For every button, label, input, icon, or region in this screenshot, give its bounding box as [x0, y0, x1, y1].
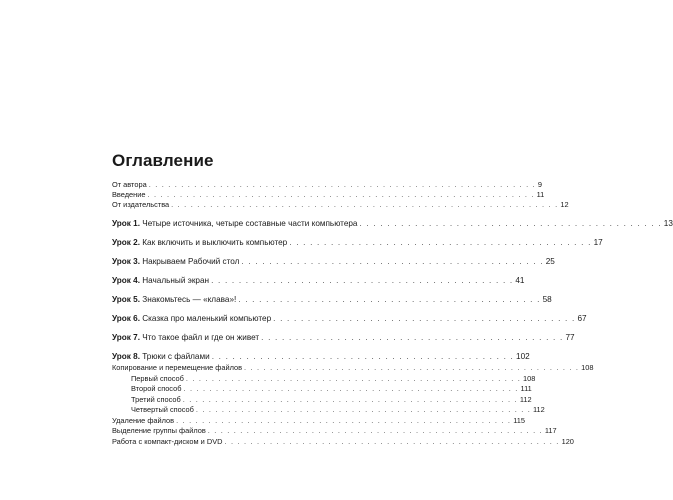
- lesson-number: Урок 7.: [112, 333, 140, 342]
- leader-dots: . . . . . . . . . . . . . . . . . . . . . . . . . . . . . . . . . . . . . . . . . . . . . . . . . . . . . . . . . . . .: [147, 190, 535, 199]
- toc-lesson-entry: [112, 276, 525, 286]
- toc-entry-text: От издательства: [112, 200, 170, 209]
- toc-entry-text: [112, 352, 210, 362]
- toc-entry-text: Третий способ: [131, 394, 181, 404]
- toc-page-number: 115: [513, 415, 525, 425]
- lesson-number: Урок 1.: [112, 219, 140, 228]
- lesson-title: Сказка про маленький компьютер: [139, 314, 272, 323]
- leader-dots: . . . . . . . . . . . . . . . . . . . . . . . . . . . . . . . . . . . . . . . . . . . .: [273, 314, 576, 323]
- lesson-number: Урок 5.: [112, 295, 140, 304]
- toc-entry: [112, 436, 574, 447]
- toc-entry-text: Второй способ: [131, 384, 182, 393]
- toc-entry-text: Первый способ: [131, 373, 184, 383]
- lesson-title: Знакомьтесь — «клава»!: [139, 295, 237, 304]
- toc-entry: [112, 200, 569, 210]
- lesson-number: Урок 6.: [112, 314, 140, 323]
- toc-entry-text: [112, 333, 259, 343]
- lesson-number: Урок 4.: [112, 276, 140, 285]
- leader-dots: . . . . . . . . . . . . . . . . . . . . . . . . . . . . . . . . . . . . . . . . . . . . . . . . . . . .: [207, 426, 543, 435]
- toc-entry-text: [112, 295, 236, 305]
- toc-lesson-entry: [112, 295, 552, 305]
- leader-dots: . . . . . . . . . . . . . . . . . . . . . . . . . . . . . . . . . . . . . . . . . . . .: [289, 238, 592, 247]
- toc-page-number: 25: [545, 257, 555, 266]
- toc-entry-text: [112, 314, 271, 324]
- toc-entry: [112, 363, 594, 373]
- toc-entry-text: От автора: [112, 180, 147, 189]
- leader-dots: . . . . . . . . . . . . . . . . . . . . . . . . . . . . . . . . . . . . . . . . . . . . . . . . . . . .: [244, 363, 580, 372]
- toc-lesson-entry: [112, 352, 530, 362]
- toc-entry-text: [112, 276, 209, 286]
- toc-lesson-entry: [112, 257, 555, 267]
- leader-dots: . . . . . . . . . . . . . . . . . . . . . . . . . . . . . . . . . . . . . . . . . . . .: [211, 352, 515, 361]
- lesson-title: Четыре источника, четыре составные части компьютера: [139, 219, 358, 228]
- toc-entry: [112, 180, 542, 190]
- lesson-title: Начальный экран: [139, 276, 210, 285]
- toc-entry-text: Копирование и перемещение файлов: [112, 363, 243, 372]
- leader-dots: . . . . . . . . . . . . . . . . . . . . . . . . . . . . . . . . . . . . . . . . . . . . . . . . . . . .: [183, 384, 519, 393]
- toc-page-number: 58: [542, 295, 552, 304]
- toc-subentry: [112, 373, 536, 384]
- toc-page-number: 112: [533, 405, 545, 414]
- toc-page-number: 120: [561, 436, 574, 446]
- lesson-number: Урок 3.: [112, 257, 140, 266]
- toc-page-number: 9: [537, 180, 542, 189]
- toc-entry: [112, 426, 557, 436]
- toc-page-number: 41: [515, 276, 525, 285]
- toc-page-number: 102: [516, 352, 530, 361]
- lesson-number: Урок 8.: [112, 352, 140, 361]
- toc-lesson-entry: [112, 314, 587, 324]
- leader-dots: . . . . . . . . . . . . . . . . . . . . . . . . . . . . . . . . . . . . . . . . . . . . . . . . . . . . . . . . . . . .: [171, 200, 559, 209]
- toc-subentry: [112, 405, 545, 415]
- toc-entry-text: Введение: [112, 190, 146, 199]
- leader-dots: . . . . . . . . . . . . . . . . . . . . . . . . . . . . . . . . . . . . . . . . . . . .: [238, 295, 541, 304]
- toc-page-number: 111: [520, 384, 532, 393]
- lesson-title: Накрываем Рабочий стол: [139, 257, 240, 266]
- toc-entry-text: [112, 257, 239, 267]
- lesson-number: Урок 2.: [112, 238, 140, 247]
- toc-entry-text: [112, 238, 287, 248]
- toc-entry-text: [112, 219, 357, 229]
- toc-page-number: 77: [565, 333, 575, 342]
- toc-page-number: 12: [560, 200, 569, 209]
- toc-page-number: 13: [663, 219, 673, 228]
- toc-page-number: 117: [544, 426, 557, 435]
- toc-entry-text: Выделение группы файлов: [112, 426, 206, 435]
- lesson-title: Что такое файл и где он живет: [139, 333, 260, 342]
- toc-page-number: 11: [536, 190, 545, 199]
- leader-dots: . . . . . . . . . . . . . . . . . . . . . . . . . . . . . . . . . . . . . . . . . . . . . . . . . . . . . . . . . . . .: [148, 180, 536, 189]
- toc-lesson-entry: [112, 219, 673, 229]
- leader-dots: . . . . . . . . . . . . . . . . . . . . . . . . . . . . . . . . . . . . . . . . . . . .: [241, 257, 544, 266]
- leader-dots: . . . . . . . . . . . . . . . . . . . . . . . . . . . . . . . . . . . . . . . . . . . .: [261, 333, 564, 342]
- toc-entry-text: Работа с компакт-диском и DVD: [112, 436, 223, 446]
- toc-page-number: 67: [577, 314, 587, 323]
- leader-dots: . . . . . . . . . . . . . . . . . . . . . . . . . . . . . . . . . . . . . . . . . . . . . . . . . . . .: [224, 436, 560, 446]
- toc-subentry: [112, 394, 532, 405]
- toc-page-number: 108: [523, 373, 536, 383]
- toc-lesson-entry: [112, 238, 603, 248]
- toc-title: Оглавление: [112, 151, 214, 170]
- toc-entry: [112, 415, 525, 426]
- leader-dots: . . . . . . . . . . . . . . . . . . . . . . . . . . . . . . . . . . . . . . . . . . . . . . . . . . . .: [182, 394, 518, 404]
- toc-entry-text: Четвертый способ: [131, 405, 194, 414]
- leader-dots: . . . . . . . . . . . . . . . . . . . . . . . . . . . . . . . . . . . . . . . . . . . . . . . . . . . .: [176, 415, 512, 425]
- leader-dots: . . . . . . . . . . . . . . . . . . . . . . . . . . . . . . . . . . . . . . . . . . . .: [211, 276, 514, 285]
- leader-dots: . . . . . . . . . . . . . . . . . . . . . . . . . . . . . . . . . . . . . . . . . . . . . . . . . . . .: [195, 405, 531, 414]
- toc-page-number: 108: [581, 363, 594, 372]
- toc-page-number: 112: [519, 394, 532, 404]
- toc-entry: [112, 190, 545, 200]
- leader-dots: . . . . . . . . . . . . . . . . . . . . . . . . . . . . . . . . . . . . . . . . . . . . . . . . . . . .: [185, 373, 521, 383]
- lesson-title: Трюки с файлами: [139, 352, 210, 361]
- toc-subentry: [112, 384, 532, 394]
- toc-lesson-entry: [112, 333, 575, 343]
- toc-page-number: 17: [593, 238, 603, 247]
- toc-entry-text: Удаление файлов: [112, 415, 175, 425]
- lesson-title: Как включить и выключить компьютер: [139, 238, 288, 247]
- leader-dots: . . . . . . . . . . . . . . . . . . . . . . . . . . . . . . . . . . . . . . . . . . . .: [359, 219, 662, 228]
